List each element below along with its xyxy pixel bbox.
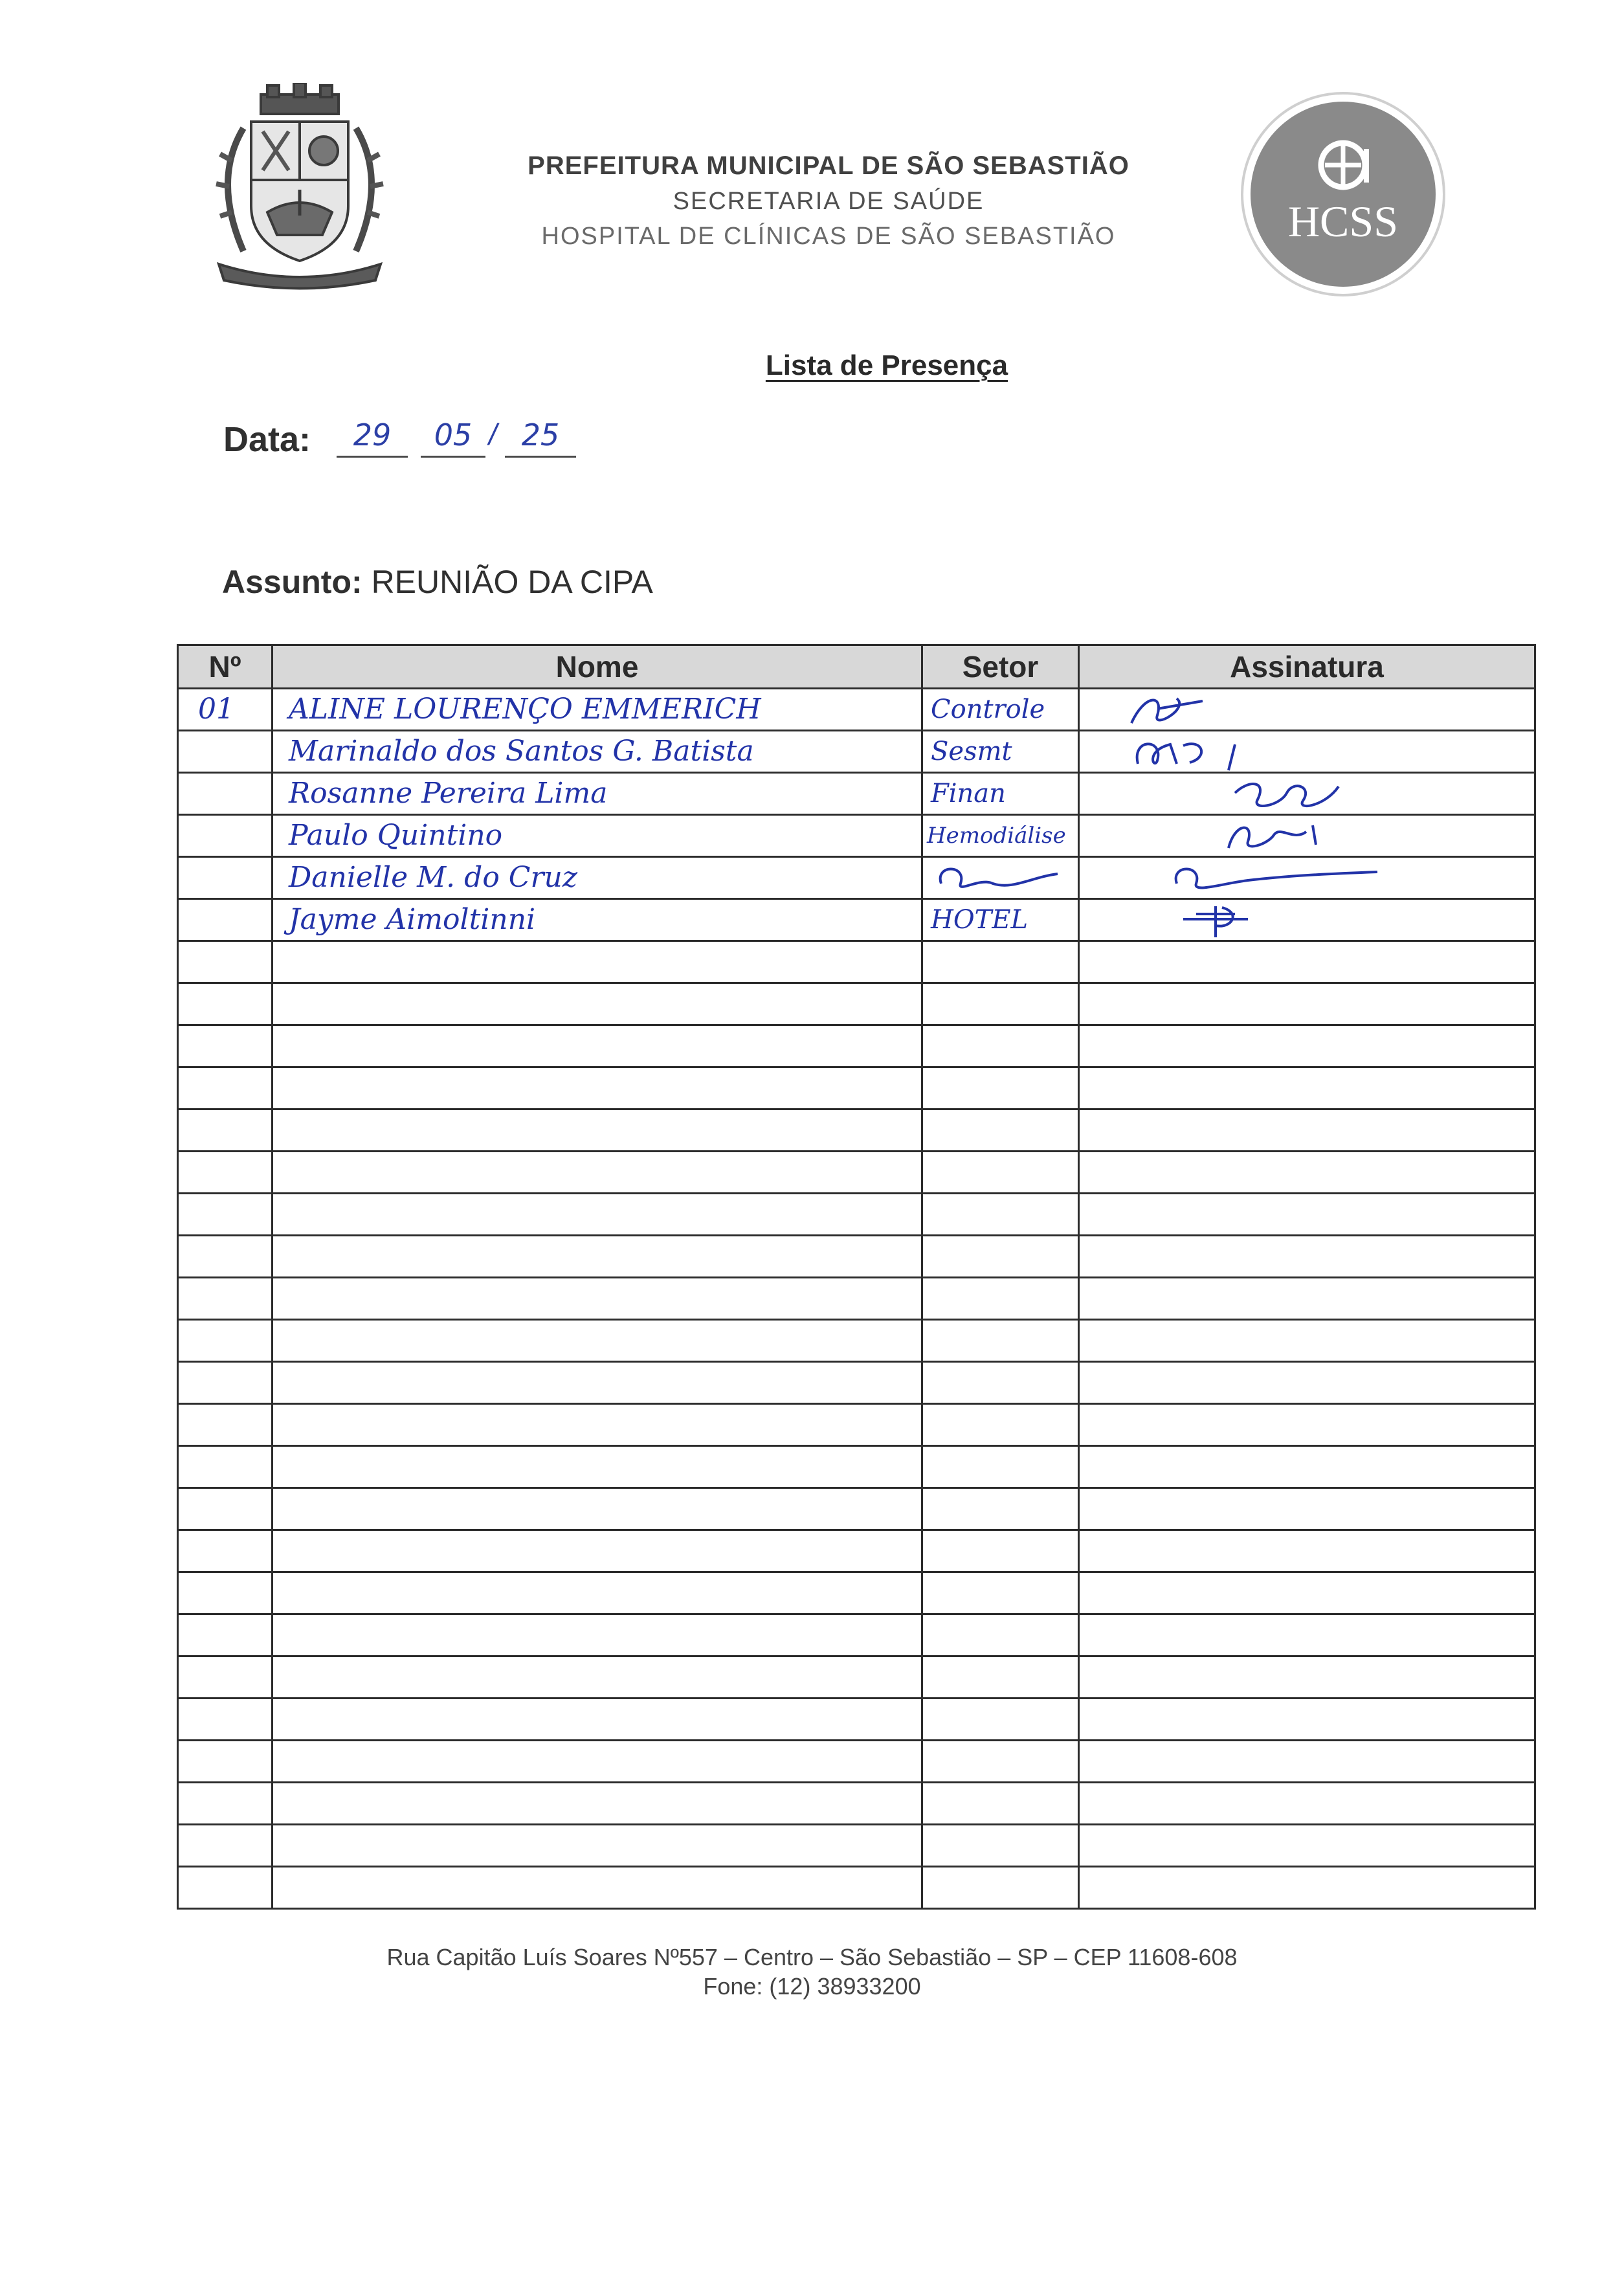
signature-mark xyxy=(1118,900,1390,940)
signature-mark xyxy=(1118,731,1390,772)
cell-sector[interactable] xyxy=(922,1152,1079,1194)
table-row-empty xyxy=(178,1067,1535,1109)
signature-mark xyxy=(1118,774,1390,814)
cell-signature[interactable] xyxy=(1079,1446,1535,1488)
footer-address: Rua Capitão Luís Soares Nº557 – Centro – São Sebastião – SP – CEP 11608-608 xyxy=(386,1944,1238,1970)
cell-number[interactable] xyxy=(178,857,273,899)
cell-number[interactable] xyxy=(178,1109,273,1152)
column-header-name: Nome xyxy=(273,645,922,689)
table-row-empty xyxy=(178,1152,1535,1194)
cell-sector[interactable] xyxy=(922,1699,1079,1741)
cell-sector[interactable] xyxy=(922,941,1079,983)
cell-signature[interactable] xyxy=(1079,857,1535,899)
cell-number[interactable] xyxy=(178,1488,273,1530)
cell-name[interactable] xyxy=(273,1825,922,1867)
cell-number[interactable] xyxy=(178,1404,273,1446)
header-department: SECRETARIA DE SAÚDE xyxy=(673,188,984,215)
cell-sector[interactable]: Finan xyxy=(922,773,1079,815)
cell-sector[interactable] xyxy=(922,1025,1079,1067)
cell-signature[interactable] xyxy=(1079,1825,1535,1867)
signature-mark xyxy=(1118,816,1390,856)
footer-phone: Fone: (12) 38933200 xyxy=(703,1973,921,2000)
cell-name[interactable] xyxy=(273,1025,922,1067)
table-row-empty xyxy=(178,1614,1535,1656)
cell-number[interactable] xyxy=(178,1867,273,1909)
cell-signature[interactable] xyxy=(1079,1572,1535,1614)
table-row-empty xyxy=(178,1825,1535,1867)
table-row-empty xyxy=(178,1867,1535,1909)
cell-name[interactable]: Paulo Quintino xyxy=(273,815,922,857)
cell-number[interactable] xyxy=(178,1236,273,1278)
cell-number[interactable] xyxy=(178,1741,273,1783)
cell-number[interactable] xyxy=(178,1614,273,1656)
cell-sector[interactable]: Controle xyxy=(922,689,1079,731)
cell-number[interactable] xyxy=(178,773,273,815)
cell-name[interactable] xyxy=(273,1572,922,1614)
cell-signature[interactable] xyxy=(1079,1488,1535,1530)
cell-number[interactable]: 01 xyxy=(178,689,273,731)
date-day-field[interactable]: 29 xyxy=(337,414,408,458)
cell-signature[interactable] xyxy=(1079,1614,1535,1656)
date-separator: / xyxy=(489,418,497,451)
subject-label: Assunto: xyxy=(222,564,362,600)
cell-signature[interactable] xyxy=(1079,1109,1535,1152)
cell-signature[interactable] xyxy=(1079,1699,1535,1741)
cell-sector[interactable] xyxy=(922,1236,1079,1278)
cell-signature[interactable] xyxy=(1079,941,1535,983)
table-body xyxy=(178,689,1535,1909)
table-row-empty xyxy=(178,1236,1535,1278)
hospital-logo-text: HCSS xyxy=(1287,197,1399,246)
cell-sector[interactable] xyxy=(922,1656,1079,1699)
cell-number[interactable] xyxy=(178,1025,273,1067)
table-row-empty xyxy=(178,1572,1535,1614)
cell-name[interactable] xyxy=(273,1236,922,1278)
column-header-signature: Assinatura xyxy=(1079,645,1535,689)
cell-sector[interactable]: Sesmt xyxy=(922,731,1079,773)
table-row-empty xyxy=(178,1741,1535,1783)
cell-sector[interactable] xyxy=(922,983,1079,1025)
cell-signature[interactable] xyxy=(1079,1194,1535,1236)
cell-signature[interactable] xyxy=(1079,1152,1535,1194)
cell-signature[interactable] xyxy=(1079,773,1535,815)
cell-sector[interactable] xyxy=(922,1488,1079,1530)
cell-signature[interactable] xyxy=(1079,1867,1535,1909)
cell-name[interactable] xyxy=(273,1741,922,1783)
cell-name[interactable]: Marinaldo dos Santos G. Batista xyxy=(273,731,922,773)
cell-name[interactable] xyxy=(273,1320,922,1362)
cell-name[interactable] xyxy=(273,1488,922,1530)
cell-number[interactable] xyxy=(178,1278,273,1320)
cell-name[interactable] xyxy=(273,1614,922,1656)
page-title: Lista de Presença xyxy=(765,350,1008,381)
table-row-empty xyxy=(178,1025,1535,1067)
table-row-empty xyxy=(178,941,1535,983)
table-row xyxy=(178,773,1535,815)
cell-sector[interactable] xyxy=(922,1067,1079,1109)
cell-sector[interactable] xyxy=(922,1446,1079,1488)
cell-signature[interactable] xyxy=(1079,731,1535,773)
cell-number[interactable] xyxy=(178,1320,273,1362)
municipal-crest-logo xyxy=(206,83,394,293)
cell-number[interactable] xyxy=(178,1572,273,1614)
table-row-empty xyxy=(178,1783,1535,1825)
cell-sector[interactable] xyxy=(922,1783,1079,1825)
cell-signature[interactable] xyxy=(1079,1362,1535,1404)
table-row-empty xyxy=(178,1446,1535,1488)
table-row-empty xyxy=(178,983,1535,1025)
cell-number[interactable] xyxy=(178,1446,273,1488)
cell-number[interactable] xyxy=(178,941,273,983)
cell-name[interactable] xyxy=(273,1152,922,1194)
cell-number[interactable] xyxy=(178,1530,273,1572)
column-header-sector: Setor xyxy=(922,645,1079,689)
cell-name[interactable] xyxy=(273,1362,922,1404)
cell-signature[interactable] xyxy=(1079,689,1535,731)
cell-signature[interactable] xyxy=(1079,1530,1535,1572)
cell-number[interactable] xyxy=(178,899,273,941)
header-municipality: PREFEITURA MUNICIPAL DE SÃO SEBASTIÃO xyxy=(528,151,1129,180)
date-year-field[interactable]: 25 xyxy=(505,414,576,458)
cell-number[interactable] xyxy=(178,1825,273,1867)
cell-name[interactable] xyxy=(273,1446,922,1488)
hospital-seal-logo xyxy=(1240,91,1447,298)
table-row-empty xyxy=(178,1320,1535,1362)
cell-signature[interactable] xyxy=(1079,1236,1535,1278)
cell-sector[interactable] xyxy=(922,1278,1079,1320)
cell-sector[interactable] xyxy=(922,1530,1079,1572)
table-row-empty xyxy=(178,1530,1535,1572)
cell-signature[interactable] xyxy=(1079,1067,1535,1109)
subject-line xyxy=(222,563,653,601)
date-label: Data: xyxy=(223,420,311,459)
cell-name[interactable] xyxy=(273,1194,922,1236)
cell-sector[interactable] xyxy=(922,857,1079,899)
cell-number[interactable] xyxy=(178,815,273,857)
cell-signature[interactable] xyxy=(1079,1404,1535,1446)
cell-sector[interactable] xyxy=(922,1741,1079,1783)
column-header-number: Nº xyxy=(178,645,273,689)
cell-name[interactable] xyxy=(273,1278,922,1320)
cell-signature[interactable] xyxy=(1079,1320,1535,1362)
cell-number[interactable] xyxy=(178,1699,273,1741)
cell-number[interactable] xyxy=(178,1152,273,1194)
sector-scribble xyxy=(928,858,1071,898)
cell-signature[interactable] xyxy=(1079,899,1535,941)
cell-number[interactable] xyxy=(178,731,273,773)
cell-sector[interactable] xyxy=(922,1194,1079,1236)
table-row-empty xyxy=(178,1194,1535,1236)
cell-signature[interactable] xyxy=(1079,815,1535,857)
subject-value: REUNIÃO DA CIPA xyxy=(371,564,653,600)
cell-signature[interactable] xyxy=(1079,1656,1535,1699)
table-row-empty xyxy=(178,1404,1535,1446)
cell-sector[interactable] xyxy=(922,1362,1079,1404)
cell-sector[interactable] xyxy=(922,1867,1079,1909)
cell-sector[interactable] xyxy=(922,1825,1079,1867)
table-row xyxy=(178,815,1535,857)
cell-signature[interactable] xyxy=(1079,983,1535,1025)
cell-signature[interactable] xyxy=(1079,1741,1535,1783)
date-month-field[interactable]: 05 xyxy=(421,414,485,458)
table-row-empty xyxy=(178,1656,1535,1699)
cell-name[interactable] xyxy=(273,1867,922,1909)
cell-name[interactable] xyxy=(273,1656,922,1699)
signature-mark xyxy=(1118,689,1390,730)
cell-signature[interactable] xyxy=(1079,1783,1535,1825)
table-row-empty xyxy=(178,1278,1535,1320)
cell-name[interactable]: ALINE LOURENÇO EMMERICH xyxy=(273,689,922,731)
cell-name[interactable] xyxy=(273,1067,922,1109)
table-row xyxy=(178,857,1535,899)
cell-name[interactable]: Danielle M. do Cruz xyxy=(273,857,922,899)
table-row-empty xyxy=(178,1109,1535,1152)
table-row-empty xyxy=(178,1362,1535,1404)
cell-sector[interactable] xyxy=(922,1614,1079,1656)
cell-number[interactable] xyxy=(178,983,273,1025)
table-row xyxy=(178,689,1535,731)
cell-signature[interactable] xyxy=(1079,1025,1535,1067)
table-header-row xyxy=(178,645,1535,689)
cell-sector[interactable]: HOTEL xyxy=(922,899,1079,941)
table-row xyxy=(178,899,1535,941)
header-hospital: HOSPITAL DE CLÍNICAS DE SÃO SEBASTIÃO xyxy=(541,223,1116,250)
cell-signature[interactable] xyxy=(1079,1278,1535,1320)
cell-number[interactable] xyxy=(178,1783,273,1825)
cell-number[interactable] xyxy=(178,1067,273,1109)
cell-name[interactable] xyxy=(273,1404,922,1446)
cell-name[interactable]: Rosanne Pereira Lima xyxy=(273,773,922,815)
signature-mark xyxy=(1118,858,1390,898)
table-row xyxy=(178,731,1535,773)
cell-name[interactable] xyxy=(273,941,922,983)
cell-name[interactable] xyxy=(273,1783,922,1825)
cell-sector[interactable] xyxy=(922,1572,1079,1614)
cell-number[interactable] xyxy=(178,1656,273,1699)
cell-name[interactable] xyxy=(273,1699,922,1741)
cell-number[interactable] xyxy=(178,1194,273,1236)
cell-name[interactable] xyxy=(273,983,922,1025)
table-row-empty xyxy=(178,1488,1535,1530)
cell-name[interactable]: Jayme Aimoltinni xyxy=(273,899,922,941)
date-row xyxy=(223,414,676,466)
cell-name[interactable] xyxy=(273,1530,922,1572)
cell-sector[interactable] xyxy=(922,1109,1079,1152)
cell-sector[interactable] xyxy=(922,1320,1079,1362)
cell-sector[interactable] xyxy=(922,1404,1079,1446)
attendance-table xyxy=(177,644,1534,1874)
cell-name[interactable] xyxy=(273,1109,922,1152)
cell-number[interactable] xyxy=(178,1362,273,1404)
table-row-empty xyxy=(178,1699,1535,1741)
cell-sector[interactable]: Hemodiálise xyxy=(922,815,1079,857)
